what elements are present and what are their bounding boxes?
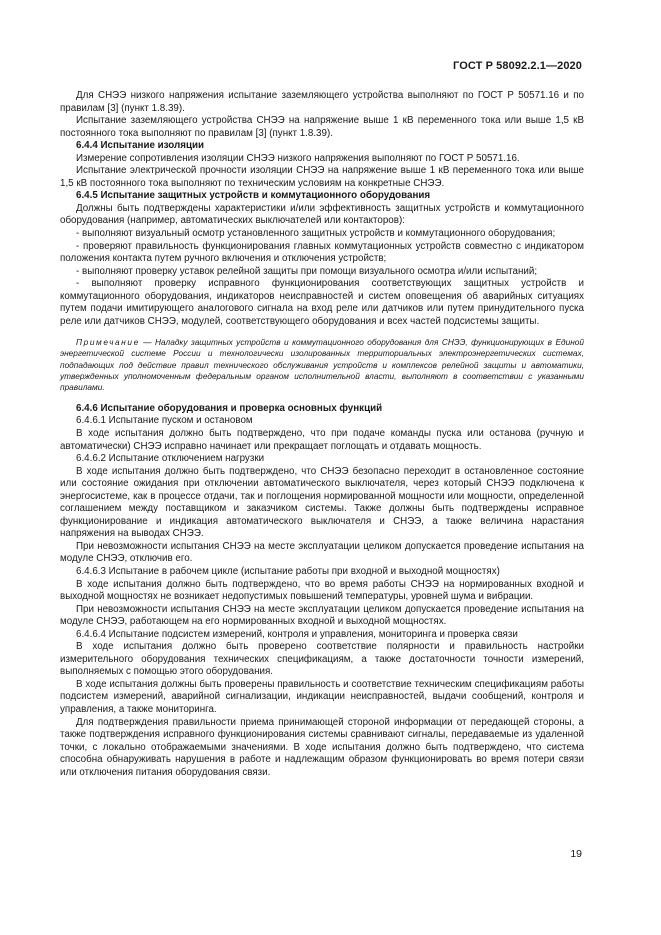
note-text: — Наладку защитных устройств и коммутационного оборудования для СНЭЭ, функционирующих в Единой энергетической системе России и технологически изолированных территориальных электроэнергетических системах, подпадающих под действие правил технического обслуживания устройств и комплексов релейной защиты и автоматики, утвержденных уполномоченным федеральным органом исполнительной власти, выполняют в соответствии с указанными правилами. (60, 337, 584, 392)
paragraph: При невозможности испытания СНЭЭ на месте эксплуатации целиком допускается проведение испытания на модуле СНЭЭ, отключив его. (60, 540, 584, 565)
section-top (60, 90, 584, 328)
section-heading: 6.4.4 Испытание изоляции (76, 140, 205, 152)
paragraph: - выполняют проверку исправного функционирования соответствующих защитных устройств и коммутационного оборудования, индикаторов неисправностей и систем оповещения об аварийных ситуациях путем подачи имитирующего аналогового сигнала на вход реле или датчиков или путем принудительного пуска реле или датчиков СНЭЭ, модулей, соответствующего оборудования и всех частей подсистемы защиты. (60, 278, 584, 327)
note-label: Примечание (76, 337, 140, 348)
paragraph: В ходе испытания должно быть подтверждено, что во время работы СНЭЭ на нормированных входной и выходной мощностях не возникает недопустимых повышений температуры, уровней шума и вибрации. (60, 578, 584, 603)
paragraph: Должны быть подтверждены характеристики и/или эффективность защитных устройств и коммутационного оборудования (например, автоматических выключателей или контакторов): (60, 202, 584, 227)
paragraph: 6.4.6.1 Испытание пуском и остановом (76, 415, 253, 427)
note-paragraph (60, 337, 584, 392)
paragraph: При невозможности испытания СНЭЭ на месте эксплуатации целиком допускается проведение испытания на модуле СНЭЭ, работающем на его нормированных входной и выходной мощностях. (60, 603, 584, 628)
paragraph: 6.4.6.4 Испытание подсистем измерений, контроля и управления, мониторинга и проверка связи (76, 628, 518, 640)
paragraph: В ходе испытания должно быть подтверждено, что при подаче команды пуска или останова (ручную и автоматически) СНЭЭ исправно начинает или прекращает поглощать и отдавать мощность. (60, 427, 584, 452)
standard-header: ГОСТ Р 58092.2.1—2020 (453, 60, 582, 72)
paragraph: Испытание электрической прочности изоляции СНЭЭ на напряжение выше 1 кВ переменного тока или выше 1,5 кВ постоянного тока выполняют по техническим условиям на конкретные СНЭЭ. (60, 165, 584, 189)
section-heading: 6.4.5 Испытание защитных устройств и коммутационного оборудования (76, 190, 431, 202)
page-number: 19 (570, 848, 582, 860)
paragraph: - выполняют визуальный осмотр установленного защитных устройств и коммутационного оборудования; (76, 228, 556, 240)
section-heading: 6.4.6 Испытание оборудования и проверка основных функций (76, 402, 383, 414)
paragraph: 6.4.6.3 Испытание в рабочем цикле (испытание работы при входной и выходной мощностях) (76, 565, 500, 577)
paragraph: В ходе испытания должны быть проверены правильность и соответствие техническим спецификациям работы подсистем измерений, аварийной сигнализации, индикации неисправностей, выдачи сообщений, контроля и управления, а также мониторинга. (60, 678, 584, 715)
paragraph: В ходе испытания должно быть подтверждено, что СНЭЭ безопасно переходит в остановленное состояние или состояние ожидания при отключении автоматического выключателя, через который СНЭЭ подключена к энергосистеме, как в процессе отдачи, так и поглощения нормированной мощности или мощности, определенной соглашением между поставщиком и заказчиком системы. Также должны быть подтверждены исправное функционирование и индикация автоматического выключателя и СНЭЭ, а также величина нарастания напряжения на выводах СНЭЭ. (60, 465, 584, 540)
paragraph: Для СНЭЭ низкого напряжения испытание заземляющего устройства выполняют по ГОСТ Р 50571.16 и по правилам [3] (пункт 1.8.39). (60, 90, 584, 114)
document-body (60, 90, 584, 779)
paragraph: - проверяют правильность функционирования главных коммутационных устройств совместно с индикатором положения контакта путем ручного включения и отключения устройств; (60, 240, 584, 265)
paragraph: 6.4.6.2 Испытание отключением нагрузки (76, 453, 265, 465)
paragraph: Измерение сопротивления изоляции СНЭЭ низкого напряжения выполняют по ГОСТ Р 50571.16. (76, 152, 520, 164)
paragraph: В ходе испытания должно быть проверено соответствие полярности и правильность настройки измерительного оборудования технических спецификациям, а также достаточности точности измерений, выполняемых с помощью этого оборудования. (60, 641, 584, 678)
section-bottom (60, 403, 584, 779)
paragraph: Испытание заземляющего устройства СНЭЭ на напряжение выше 1 кВ переменного тока или выше 1,5 кВ постоянного тока выполняют по правилам [3] (пункт 1.8.39). (60, 115, 584, 139)
paragraph: Для подтверждения правильности приема принимающей стороной информации от передающей стороны, а также подтверждения исправного функционирования системы сравнивают сигналы, передаваемые из удаленной точки, с локально отображаемыми значениями. В ходе испытания должно быть подтверждено, что система способна обнаруживать нарушения в работе и надлежащим образом функционировать во время потери связи или отключения питания оборудования связи. (60, 716, 584, 778)
paragraph: - выполняют проверку уставок релейной защиты при помощи визуального осмотра и/или испытаний; (76, 265, 538, 277)
